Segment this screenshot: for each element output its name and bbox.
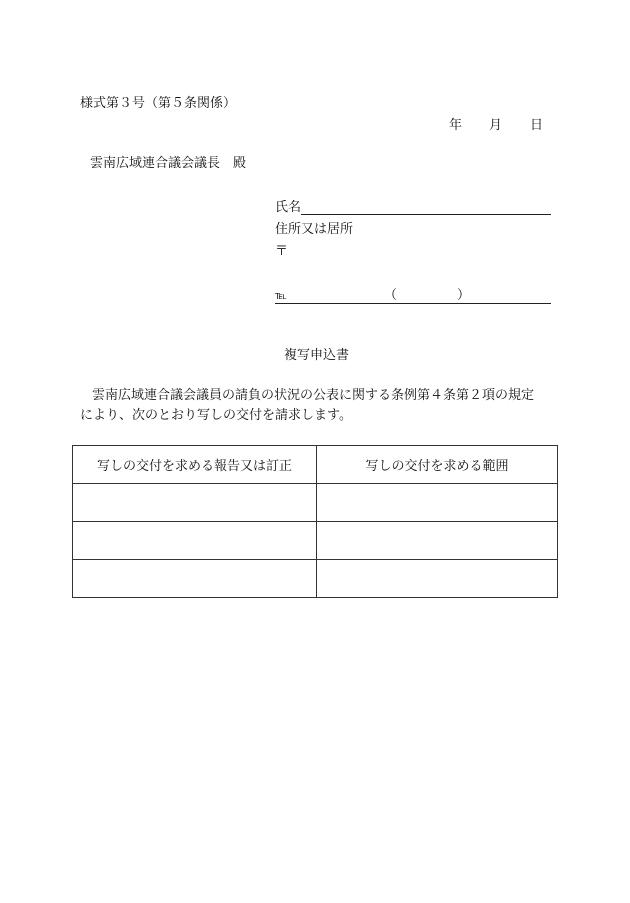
tel-label: ℡ (275, 289, 287, 302)
form-number: 様式第３号（第５条関係） (80, 96, 237, 111)
body-text-line-1: 雲南広域連合議会議員の請負の状況の公表に関する条例第４条第２項の規定 (92, 388, 535, 403)
table-cell-scope[interactable] (317, 522, 558, 560)
table-header-report: 写しの交付を求める報告又は訂正 (73, 446, 317, 484)
table-header-row (73, 446, 558, 484)
date-day: 日 (530, 118, 544, 133)
body-text-line-2: により、次のとおり写しの交付を請求します。 (80, 408, 352, 423)
table-row (73, 484, 558, 522)
document-title: 複写申込書 (284, 348, 350, 363)
tel-paren-open: （ (384, 288, 398, 303)
table-cell-report[interactable] (73, 484, 317, 522)
table-cell-scope[interactable] (317, 560, 558, 598)
tel-underline (275, 303, 551, 304)
request-table (72, 445, 558, 598)
addressee: 雲南広域連合議会議長 殿 (90, 156, 247, 171)
address-label: 住所又は居所 (275, 222, 354, 237)
postal-mark: 〒 (275, 244, 289, 259)
name-underline (301, 214, 551, 215)
name-label: 氏名 (275, 200, 302, 215)
table-cell-report[interactable] (73, 560, 317, 598)
table-row (73, 560, 558, 598)
date-month: 月 (489, 118, 503, 133)
date-year: 年 (449, 118, 463, 133)
table-cell-report[interactable] (73, 522, 317, 560)
table-header-scope: 写しの交付を求める範囲 (317, 446, 558, 484)
table-cell-scope[interactable] (317, 484, 558, 522)
tel-paren-close: ） (457, 288, 471, 303)
table-row (73, 522, 558, 560)
